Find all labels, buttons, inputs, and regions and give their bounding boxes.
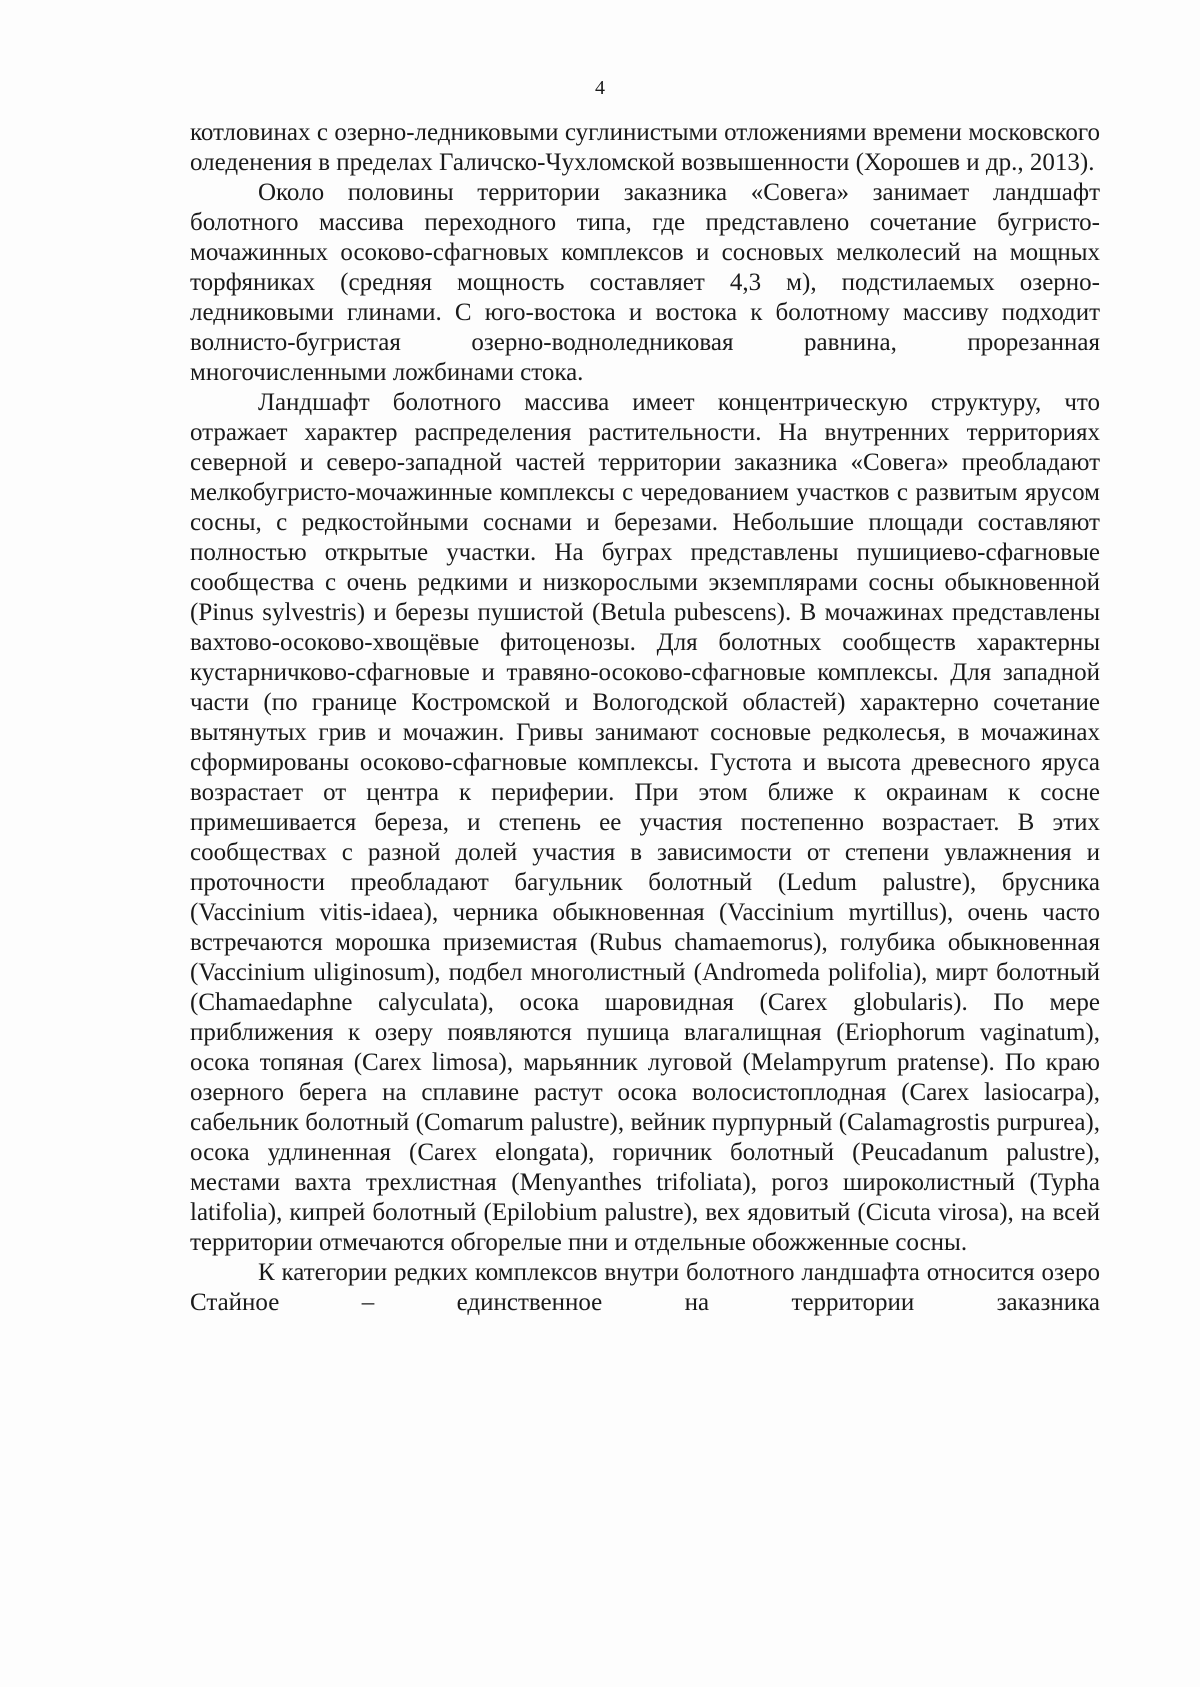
paragraph-vegetation-structure: Ландшафт болотного массива имеет концентрическую структуру, что отражает характер распределения растительности. На внутренних территориях северной и северо-западной частей территории заказника «Совега» преобладают мелкобугристо-мочажинные комплексы с чередованием участков с развитым ярусом сосны, с редкостойными соснами и березами. Небольшие площади составляют полностью открытые участки. На буграх представлены пушициево-сфагновые сообщества с очень редкими и низкорослыми экземплярами сосны обыкновенной (Pinus sylvestris) и березы пушистой (Betula pubescens). В мочажинах представлены вахтово-осоково-хвощёвые фитоценозы. Для болотных сообществ характерны кустарничково-сфагновые и травяно-осоково-сфагновые комплексы. Для западной части (по границе Костромской и Вологодской областей) характерно сочетание вытянутых грив и мочажин. Гривы занимают сосновые редколесья, в мочажинах сформированы осоково-сфагновые комплексы. Густота и высота древесного яруса возрастает от центра к периферии. При этом ближе к окраинам к сосне примешивается береза, и степень ее участия постепенно возрастает. В этих сообществах с разной долей участия в зависимости от степени увлажнения и проточности преобладают багульник болотный (Ledum palustre), брусника (Vaccinium vitis-idaea), черника обыкновенная (Vaccinium myrtillus), очень часто встречаются морошка приземистая (Rubus chamaemorus), голубика обыкновенная (Vaccinium uliginosum), подбел многолистный (Andromeda polifolia), мирт болотный (Chamaedaphne calyculata), осока шаровидная (Carex globularis). По мере приближения к озеру появляются пушица влагалищная (Eriophorum vaginatum), осока топяная (Carex limosa), марьянник луговой (Melampyrum pratense). По краю озерного берега на сплавине растут осока волосистоплодная (Carex lasiocarpa), сабельник болотный (Comarum palustre), вейник пурпурный (Calamagrostis purpurea), осока удлиненная (Carex elongata), горичник болотный (Peucadanum palustre), местами вахта трехлистная (Menyanthes trifoliata), рогоз широколистный (Typha latifolia), кипрей болотный (Epilobium palustre), вех ядовитый (Cicuta virosa), на всей территории отмечаются обгорелые пни и отдельные обожженные сосны. (190, 389, 1100, 1256)
paragraph-continuation: котловинах с озерно-ледниковыми суглинистыми отложениями времени московского оледенения в пределах Галичско-Чухломской возвышенности (Хорошев и др., 2013). (190, 119, 1100, 176)
paragraph-rare-complexes: К категории редких комплексов внутри болотного ландшафта относится озеро Стайное – единственное на территории заказника (190, 1259, 1100, 1316)
body-text (190, 118, 1100, 1318)
page-number: 4 (595, 77, 605, 99)
paragraph-bog-landscape: Около половины территории заказника «Совега» занимает ландшафт болотного массива переходного типа, где представлено сочетание бугристо-мочажинных осоково-сфагновых комплексов и сосновых мелколесий на мощных торфяниках (средняя мощность составляет 4,3 м), подстилаемых озерно-ледниковыми глинами. С юго-востока и востока к болотному массиву подходит волнисто-бугристая озерно-водноледниковая равнина, прорезанная многочисленными ложбинами стока. (190, 179, 1100, 386)
